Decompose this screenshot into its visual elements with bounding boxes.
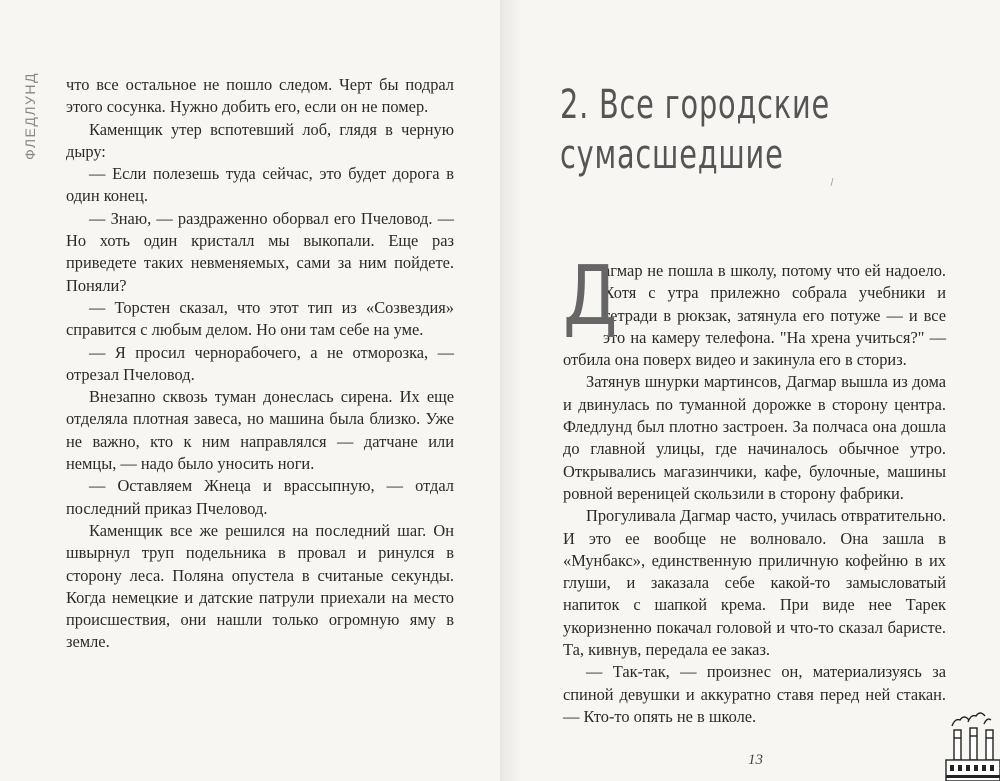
left-paragraph: Каменщик все же решился на последний шаг. Он швырнул труп подельника в провал и ринулся в сторону леса. Поляна опустела в считаные секунды. Когда немецкие и датские патрули приехали на место происшествия, они нашли только огромную яму в земле. — [66, 520, 454, 652]
chapter-title-line: 2. Все городские — [560, 82, 831, 128]
chapter-title — [560, 80, 830, 180]
first-paragraph-text: агмар не пошла в школу, потому что ей надоело. Хотя с утра прилежно собрала учебники и тетради в рюкзак, затянула его потуже — и все это на камеру телефона. "На хрена учиться?" — отбила она поверх видео и закинула его в сториз. — [563, 261, 946, 370]
left-paragraph: — Я просил чернорабочего, а не отморозка, — отрезал Пчеловод. — [66, 342, 454, 384]
right-paragraph-first — [563, 249, 946, 371]
left-paragraph: — Знаю, — раздраженно оборвал его Пчеловод. — Но хоть один кристалл мы выкопали. Еще раз приведете таких невменяемых, сами за ним пойдете. Поняли? — [66, 208, 454, 295]
left-paragraph: Внезапно сквозь туман донеслась сирена. Их еще отделяла плотная завеса, но машина была близко. Уже не важно, кто к ним направлялся — датчане или немцы, — надо было уносить ноги. — [66, 387, 454, 474]
ink-mark — [830, 178, 834, 186]
right-paragraph: Затянув шнурки мартинсов, Дагмар вышла из дома и двинулась по туманной дорожке в сторону центра. Фледлунд был плотно застроен. За полчаса она дошла до главной улицы, где начиналось обычное утро. Открывались магазинчики, кафе, булочные, машины ровной вереницей скользили в сторону фабрики. — [563, 372, 946, 503]
page-number: 13 — [748, 752, 763, 768]
right-page-text — [563, 249, 946, 728]
drop-cap: Д — [563, 249, 618, 344]
left-page-text — [66, 74, 454, 654]
left-paragraph: — Если полезешь туда сейчас, это будет дорога в один конец. — [66, 164, 454, 206]
running-head: ФЛЕДЛУНД — [22, 72, 38, 160]
left-paragraph: — Торстен сказал, что этот тип из «Созвездия» справится с любым делом. Но они там себе на уме. — [66, 297, 454, 340]
factory-icon — [942, 712, 1000, 781]
gutter-shadow — [500, 0, 522, 781]
right-paragraph: Прогуливала Дагмар часто, училась отвратительно. И это ее вообще не волновало. Она зашла в «Мунбакс», единственную приличную кофейню в их глуши, и заказала себе какой-то замысловатый напиток с шапкой крема. При виде нее Тарек укоризненно покачал головой и что-то сказал баристе. Та, кивнув, передала ее заказ. — [563, 506, 946, 660]
left-paragraph: Каменщик утер вспотевший лоб, глядя в черную дыру: — [66, 119, 454, 161]
left-paragraph: что все остальное не пошло следом. Черт бы подрал этого сосунка. Нужно добить его, если он не помер. — [66, 75, 454, 117]
left-paragraph: — Оставляем Жнеца и врассыпную, — отдал последний приказ Пчеловод. — [66, 476, 454, 518]
right-paragraph: — Так-так, — произнес он, материализуясь за спиной девушки и аккуратно ставя перед ней стакан. — Кто-то опять не в школе. — [563, 662, 946, 726]
chapter-title-line: сумасшедшие — [560, 132, 784, 178]
